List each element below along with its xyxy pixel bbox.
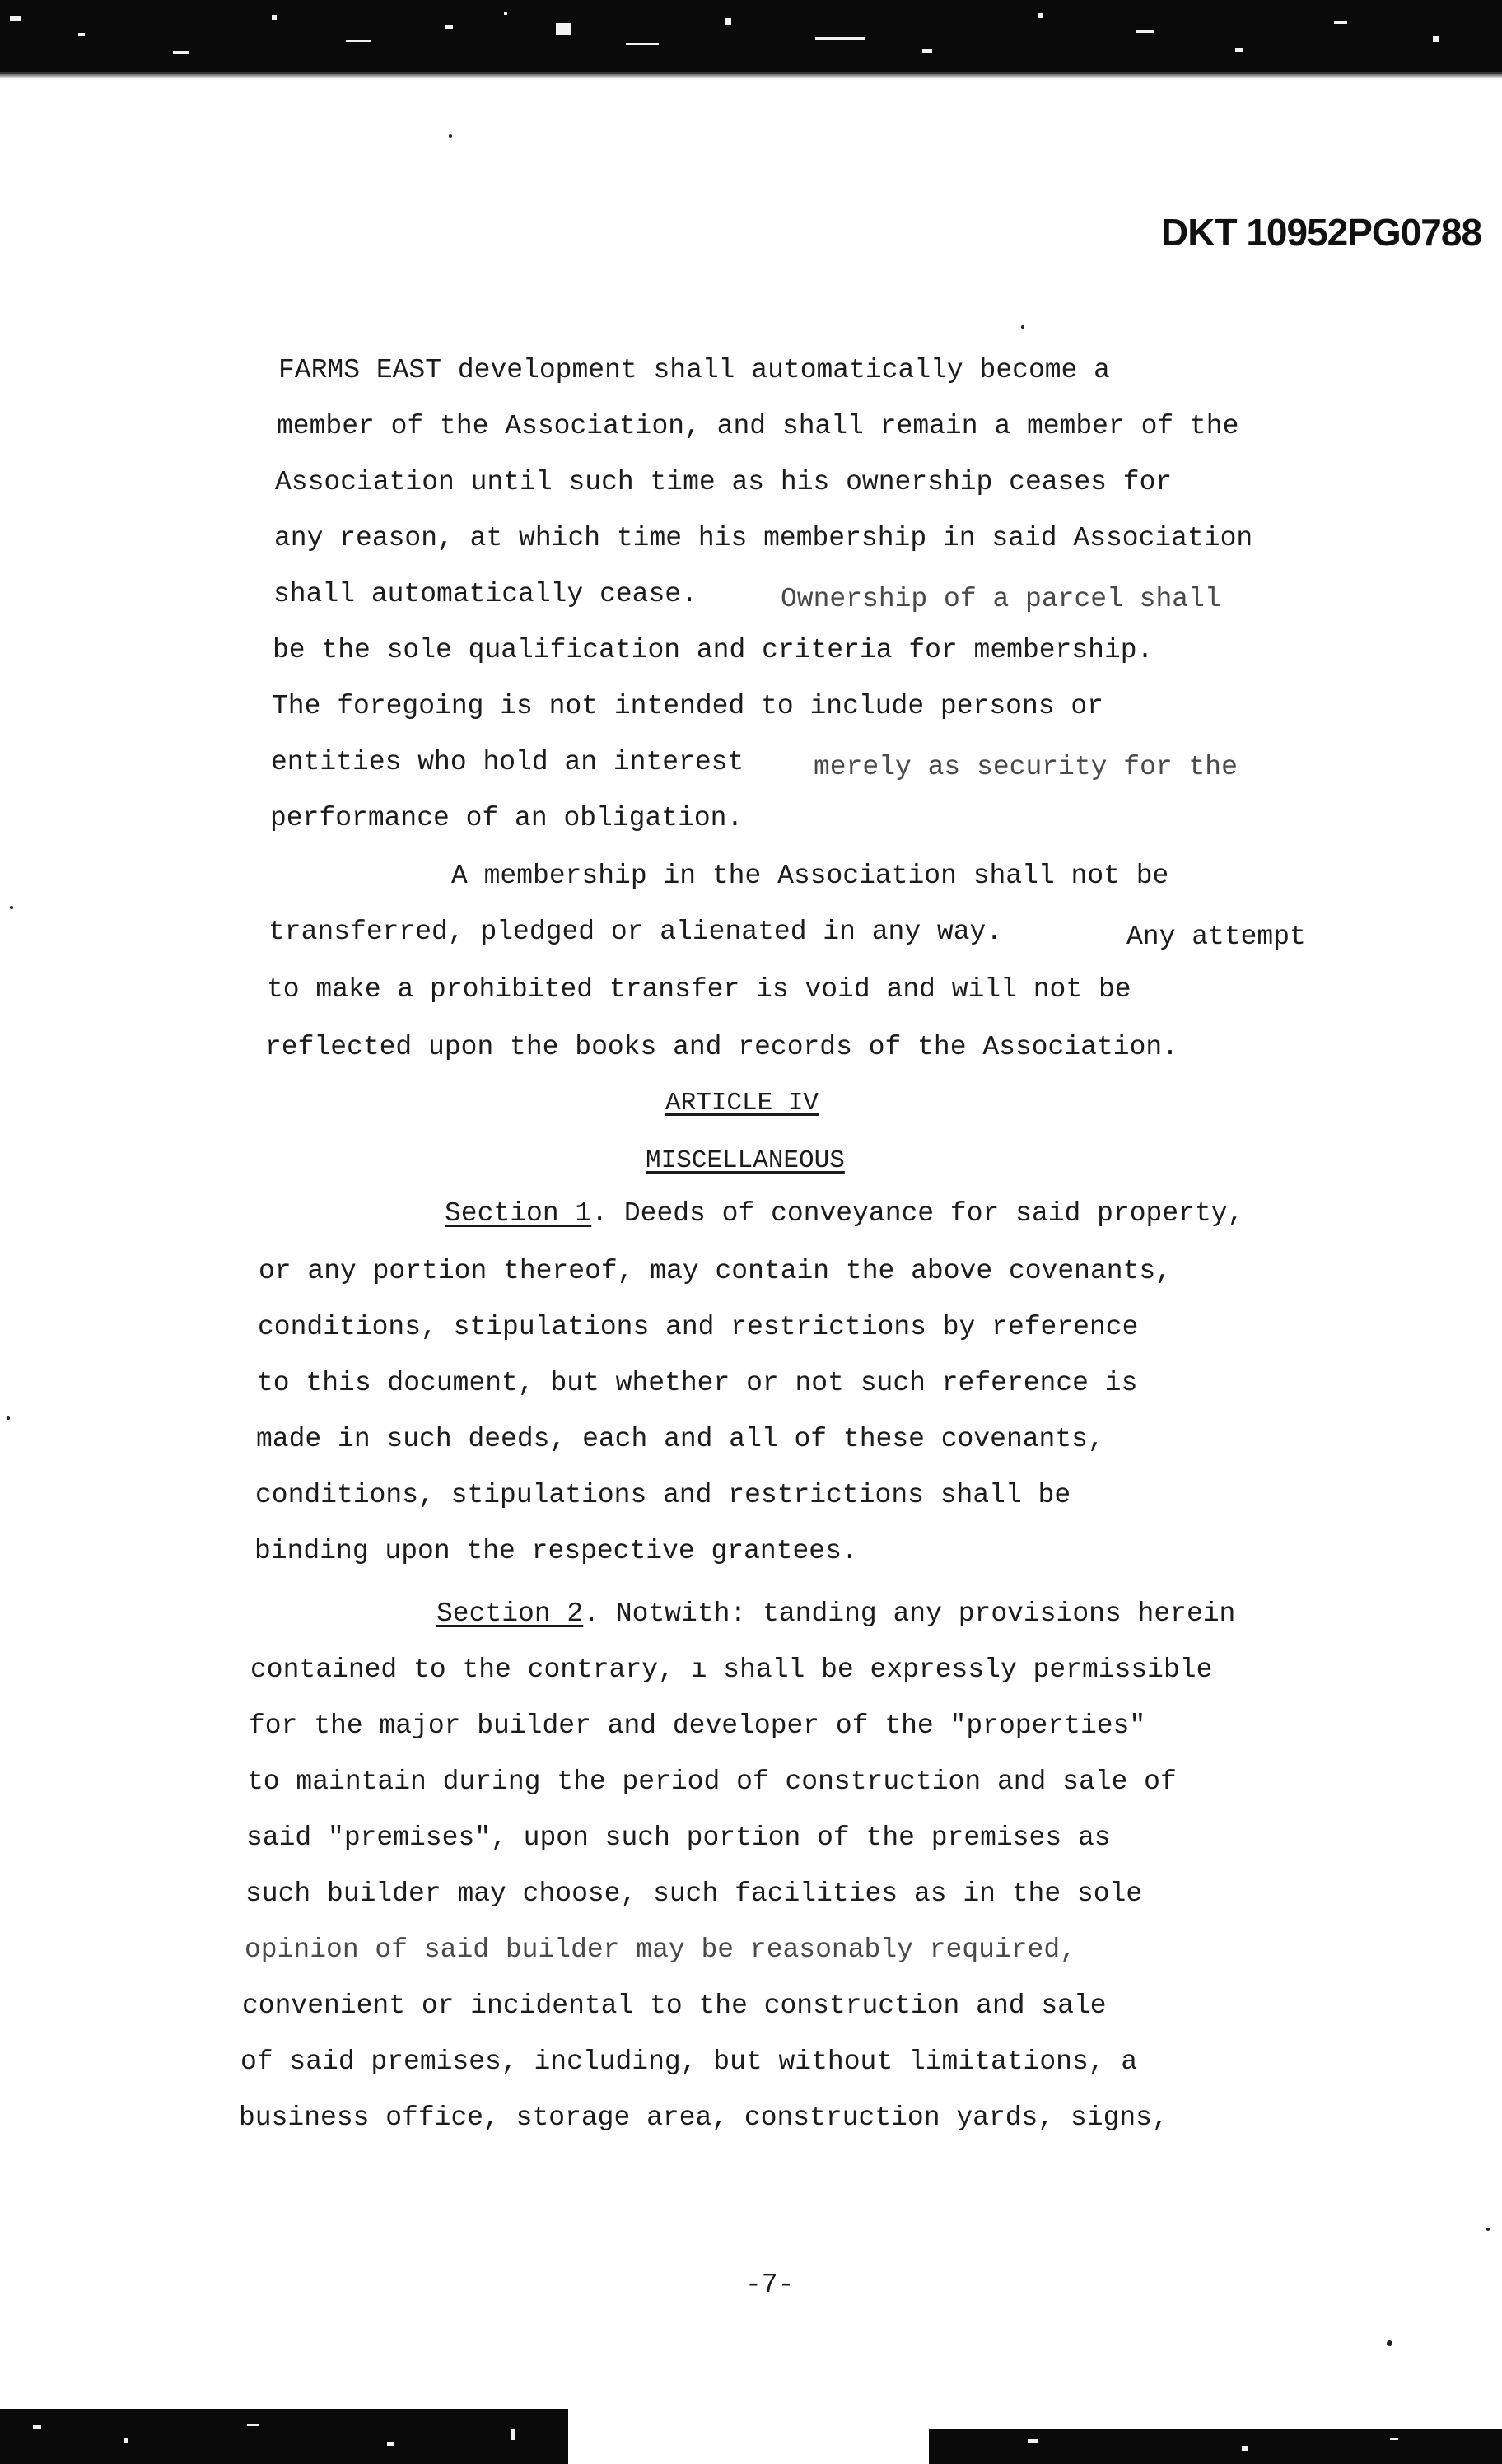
- scan-mark: [1486, 2228, 1490, 2231]
- scan-speck: [387, 2442, 394, 2446]
- scan-mark: [449, 134, 452, 138]
- scan-speck: [815, 37, 865, 40]
- text-line: Any attempt: [1126, 922, 1306, 952]
- text-line: be the sole qualification and criteria for membership.: [273, 635, 1154, 665]
- text-line: any reason, at which time his membership in said Association: [274, 523, 1253, 553]
- scan-speck: [1136, 30, 1154, 33]
- text-line: to this document, but whether or not such reference is: [257, 1368, 1138, 1398]
- text-line: convenient or incidental to the construction and sale: [242, 1990, 1107, 2021]
- scan-speck: [247, 2424, 259, 2426]
- section-2-first-line: [436, 1598, 1235, 1631]
- scan-speck: [511, 2429, 515, 2440]
- text-line: A membership in the Association shall not be: [451, 861, 1169, 891]
- text-line: reflected upon the books and records of the Association.: [265, 1032, 1178, 1062]
- scan-speck: [1433, 36, 1439, 42]
- text-line: Association until such time as his ownership ceases for: [275, 467, 1173, 497]
- scan-speck: [922, 49, 932, 53]
- text-line: shall automatically cease.: [273, 579, 697, 609]
- text-line: FARMS EAST development shall automatically become a: [278, 355, 1110, 385]
- scan-border-bottom-right: [929, 2429, 1502, 2464]
- scan-mark: [1021, 325, 1024, 329]
- scan-speck: [1038, 13, 1043, 18]
- scan-mark: [1387, 2340, 1392, 2346]
- scan-border-top: [0, 0, 1502, 74]
- article-title: ARTICLE IV: [665, 1089, 819, 1118]
- text-line: of said premises, including, but without limitations, a: [240, 2046, 1138, 2077]
- text-line: The foregoing is not intended to include persons or: [272, 691, 1103, 721]
- article-subtitle: MISCELLANEOUS: [646, 1146, 845, 1175]
- text-line: transferred, pledged or alienated in any way.: [268, 917, 1003, 947]
- text-line: or any portion thereof, may contain the above covenants,: [259, 1256, 1172, 1286]
- scan-speck: [346, 40, 371, 42]
- scan-speck: [272, 15, 277, 20]
- text-line: opinion of said builder may be reasonably required,: [245, 1934, 1076, 1965]
- text-line: said "premises", upon such portion of the premises as: [246, 1822, 1111, 1853]
- scan-speck: [1242, 2446, 1248, 2451]
- text-line: to make a prohibited transfer is void and will not be: [267, 974, 1131, 1005]
- scan-speck: [33, 2425, 41, 2429]
- text-line: merely as security for the: [814, 752, 1238, 782]
- scan-speck: [10, 16, 21, 21]
- text-line: performance of an obligation.: [270, 803, 744, 833]
- scan-speck: [445, 25, 453, 29]
- scan-speck: [173, 51, 189, 54]
- scan-speck: [1334, 21, 1347, 24]
- scan-speck: [1390, 2438, 1398, 2440]
- scan-speck: [725, 18, 731, 25]
- text-line: business office, storage area, construction yards, signs,: [239, 2102, 1168, 2133]
- text-line: made in such deeds, each and all of these covenants,: [256, 1424, 1104, 1454]
- docket-stamp: DKT 10952PG0788: [1161, 211, 1482, 254]
- scan-mark: [10, 906, 13, 909]
- text-line: for the major builder and developer of the "properties": [249, 1710, 1146, 1741]
- text-line: . Deeds of conveyance for said property,: [591, 1198, 1244, 1229]
- text-line: to maintain during the period of construction and sale of: [247, 1766, 1177, 1797]
- text-line: such builder may choose, such facilities as in the sole: [245, 1878, 1143, 1909]
- section-1-first-line: [445, 1197, 1243, 1230]
- scan-speck: [124, 2438, 128, 2443]
- scan-speck: [504, 12, 507, 15]
- scan-speck: [626, 43, 659, 45]
- text-line: conditions, stipulations and restrictions by reference: [258, 1312, 1139, 1342]
- scan-speck: [556, 23, 571, 35]
- scan-speck: [1028, 2439, 1038, 2443]
- scan-speck: [1235, 48, 1243, 52]
- text-line: Ownership of a parcel shall: [781, 584, 1221, 614]
- text-line: conditions, stipulations and restrictions shall be: [255, 1480, 1071, 1510]
- scan-mark: [7, 1416, 10, 1420]
- text-line: . Notwith: tanding any provisions herein: [583, 1598, 1236, 1629]
- text-line: member of the Association, and shall remain a member of the: [277, 411, 1239, 441]
- section-1-label: Section 1: [445, 1198, 592, 1229]
- page-number: -7-: [745, 2270, 795, 2300]
- text-line: contained to the contrary, ı shall be expressly permissible: [250, 1654, 1213, 1685]
- scan-border-bottom-left: [0, 2409, 568, 2464]
- scan-speck: [78, 33, 85, 36]
- text-line: binding upon the respective grantees.: [254, 1536, 858, 1566]
- section-2-label: Section 2: [436, 1598, 584, 1629]
- text-line: entities who hold an interest: [271, 747, 744, 777]
